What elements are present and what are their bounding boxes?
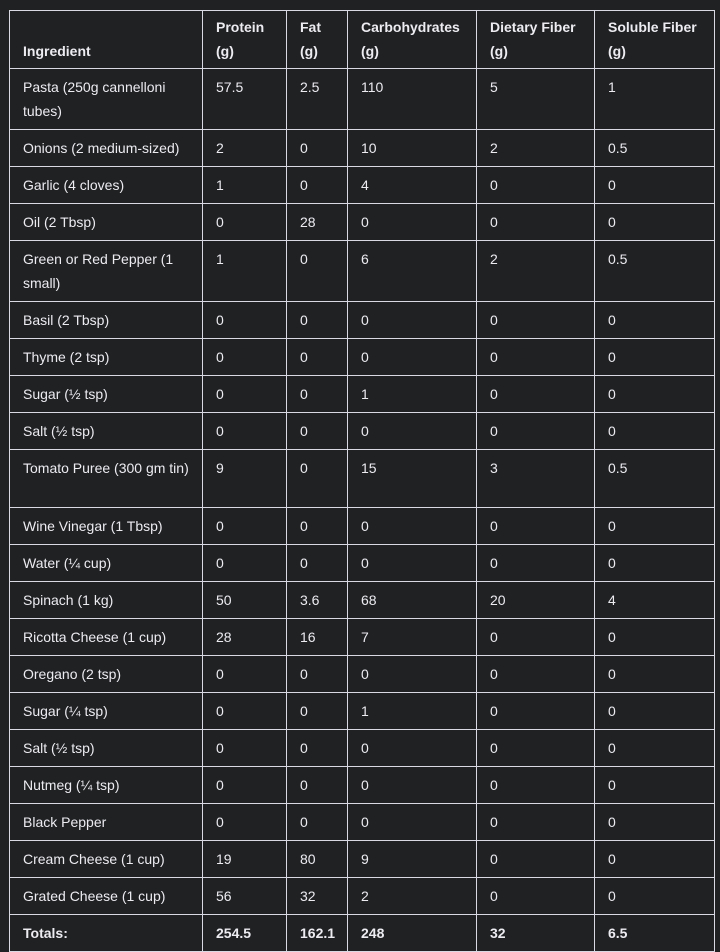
- table-footer: [10, 915, 715, 952]
- header-protein: Protein (g): [203, 11, 287, 69]
- table-row: [10, 339, 715, 376]
- cell-carbohydrates: 0: [348, 656, 477, 693]
- totals-label: Totals:: [10, 915, 203, 952]
- table-row: [10, 693, 715, 730]
- table-row: [10, 508, 715, 545]
- table-row: [10, 804, 715, 841]
- cell-carbohydrates: 1: [348, 376, 477, 413]
- cell-fat: 0: [287, 730, 348, 767]
- cell-protein: 0: [203, 656, 287, 693]
- cell-soluble-fiber: 4: [595, 582, 715, 619]
- cell-carbohydrates: 4: [348, 167, 477, 204]
- cell-ingredient: Tomato Puree (300 gm tin): [10, 450, 203, 508]
- cell-protein: 28: [203, 619, 287, 656]
- cell-protein: 0: [203, 693, 287, 730]
- cell-fat: 0: [287, 693, 348, 730]
- table-body: [10, 69, 715, 915]
- table-row: [10, 619, 715, 656]
- totals-fat: 162.1: [287, 915, 348, 952]
- cell-protein: 0: [203, 545, 287, 582]
- cell-soluble-fiber: 0: [595, 619, 715, 656]
- cell-protein: 56: [203, 878, 287, 915]
- cell-soluble-fiber: 0: [595, 204, 715, 241]
- cell-carbohydrates: 1: [348, 693, 477, 730]
- cell-carbohydrates: 0: [348, 804, 477, 841]
- cell-fat: 0: [287, 130, 348, 167]
- nutrition-table: [9, 10, 715, 952]
- cell-carbohydrates: 68: [348, 582, 477, 619]
- cell-ingredient: Cream Cheese (1 cup): [10, 841, 203, 878]
- cell-dietary-fiber: 0: [477, 656, 595, 693]
- cell-carbohydrates: 7: [348, 619, 477, 656]
- cell-protein: 9: [203, 450, 287, 508]
- cell-protein: 0: [203, 413, 287, 450]
- cell-carbohydrates: 6: [348, 241, 477, 302]
- table-row: [10, 376, 715, 413]
- table-row: [10, 69, 715, 130]
- cell-protein: 50: [203, 582, 287, 619]
- cell-soluble-fiber: 0: [595, 878, 715, 915]
- cell-soluble-fiber: 0: [595, 767, 715, 804]
- table-row: [10, 730, 715, 767]
- totals-carbohydrates: 248: [348, 915, 477, 952]
- cell-ingredient: Nutmeg (¼ tsp): [10, 767, 203, 804]
- cell-carbohydrates: 0: [348, 545, 477, 582]
- cell-protein: 57.5: [203, 69, 287, 130]
- cell-protein: 0: [203, 376, 287, 413]
- cell-protein: 0: [203, 730, 287, 767]
- cell-dietary-fiber: 0: [477, 204, 595, 241]
- cell-dietary-fiber: 0: [477, 376, 595, 413]
- cell-ingredient: Garlic (4 cloves): [10, 167, 203, 204]
- cell-fat: 0: [287, 767, 348, 804]
- header-carbohydrates: Carbohydrates (g): [348, 11, 477, 69]
- cell-protein: 1: [203, 167, 287, 204]
- cell-protein: 0: [203, 508, 287, 545]
- header-row: [10, 11, 715, 69]
- cell-dietary-fiber: 0: [477, 693, 595, 730]
- cell-dietary-fiber: 0: [477, 878, 595, 915]
- cell-fat: 2.5: [287, 69, 348, 130]
- cell-soluble-fiber: 0: [595, 656, 715, 693]
- cell-ingredient: Oil (2 Tbsp): [10, 204, 203, 241]
- table-row: [10, 582, 715, 619]
- cell-protein: 2: [203, 130, 287, 167]
- cell-carbohydrates: 15: [348, 450, 477, 508]
- table-header: [10, 11, 715, 69]
- cell-dietary-fiber: 0: [477, 730, 595, 767]
- cell-fat: 0: [287, 450, 348, 508]
- cell-dietary-fiber: 0: [477, 545, 595, 582]
- cell-carbohydrates: 0: [348, 339, 477, 376]
- cell-protein: 0: [203, 804, 287, 841]
- cell-dietary-fiber: 0: [477, 508, 595, 545]
- cell-ingredient: Black Pepper: [10, 804, 203, 841]
- cell-dietary-fiber: 0: [477, 619, 595, 656]
- header-ingredient: Ingredient: [10, 11, 203, 69]
- cell-fat: 0: [287, 804, 348, 841]
- cell-ingredient: Wine Vinegar (1 Tbsp): [10, 508, 203, 545]
- cell-dietary-fiber: 0: [477, 413, 595, 450]
- cell-fat: 0: [287, 167, 348, 204]
- cell-fat: 80: [287, 841, 348, 878]
- cell-soluble-fiber: 0: [595, 167, 715, 204]
- table-row: [10, 545, 715, 582]
- cell-carbohydrates: 0: [348, 730, 477, 767]
- cell-ingredient: Onions (2 medium-sized): [10, 130, 203, 167]
- cell-ingredient: Grated Cheese (1 cup): [10, 878, 203, 915]
- cell-dietary-fiber: 20: [477, 582, 595, 619]
- cell-soluble-fiber: 0: [595, 302, 715, 339]
- table-row: [10, 241, 715, 302]
- cell-soluble-fiber: 0.5: [595, 130, 715, 167]
- cell-fat: 32: [287, 878, 348, 915]
- cell-soluble-fiber: 0: [595, 804, 715, 841]
- cell-fat: 0: [287, 302, 348, 339]
- cell-ingredient: Sugar (½ tsp): [10, 376, 203, 413]
- cell-fat: 0: [287, 545, 348, 582]
- cell-fat: 0: [287, 241, 348, 302]
- cell-carbohydrates: 10: [348, 130, 477, 167]
- cell-soluble-fiber: 0: [595, 508, 715, 545]
- cell-dietary-fiber: 0: [477, 841, 595, 878]
- totals-protein: 254.5: [203, 915, 287, 952]
- cell-ingredient: Spinach (1 kg): [10, 582, 203, 619]
- cell-soluble-fiber: 0: [595, 693, 715, 730]
- cell-fat: 28: [287, 204, 348, 241]
- cell-carbohydrates: 2: [348, 878, 477, 915]
- cell-soluble-fiber: 0.5: [595, 450, 715, 508]
- cell-fat: 0: [287, 413, 348, 450]
- cell-ingredient: Salt (½ tsp): [10, 730, 203, 767]
- cell-fat: 16: [287, 619, 348, 656]
- cell-soluble-fiber: 0: [595, 413, 715, 450]
- cell-soluble-fiber: 0: [595, 730, 715, 767]
- table-row: [10, 130, 715, 167]
- cell-fat: 0: [287, 508, 348, 545]
- cell-ingredient: Salt (½ tsp): [10, 413, 203, 450]
- cell-protein: 19: [203, 841, 287, 878]
- cell-ingredient: Basil (2 Tbsp): [10, 302, 203, 339]
- cell-protein: 0: [203, 302, 287, 339]
- cell-ingredient: Oregano (2 tsp): [10, 656, 203, 693]
- cell-protein: 1: [203, 241, 287, 302]
- cell-fat: 0: [287, 656, 348, 693]
- totals-dietary-fiber: 32: [477, 915, 595, 952]
- cell-fat: 3.6: [287, 582, 348, 619]
- cell-dietary-fiber: 5: [477, 69, 595, 130]
- table-row: [10, 656, 715, 693]
- cell-carbohydrates: 0: [348, 302, 477, 339]
- cell-ingredient: Green or Red Pepper (1 small): [10, 241, 203, 302]
- table-row: [10, 302, 715, 339]
- table-row: [10, 204, 715, 241]
- cell-ingredient: Water (¼ cup): [10, 545, 203, 582]
- header-soluble-fiber: Soluble Fiber (g): [595, 11, 715, 69]
- cell-protein: 0: [203, 767, 287, 804]
- table-row: [10, 767, 715, 804]
- cell-dietary-fiber: 3: [477, 450, 595, 508]
- cell-soluble-fiber: 0: [595, 545, 715, 582]
- cell-ingredient: Pasta (250g cannelloni tubes): [10, 69, 203, 130]
- table-row: [10, 167, 715, 204]
- cell-ingredient: Thyme (2 tsp): [10, 339, 203, 376]
- cell-carbohydrates: 0: [348, 767, 477, 804]
- cell-dietary-fiber: 2: [477, 241, 595, 302]
- cell-carbohydrates: 0: [348, 508, 477, 545]
- cell-dietary-fiber: 0: [477, 167, 595, 204]
- cell-soluble-fiber: 0: [595, 376, 715, 413]
- cell-protein: 0: [203, 339, 287, 376]
- cell-fat: 0: [287, 339, 348, 376]
- cell-carbohydrates: 9: [348, 841, 477, 878]
- header-fat: Fat (g): [287, 11, 348, 69]
- cell-protein: 0: [203, 204, 287, 241]
- cell-soluble-fiber: 0: [595, 339, 715, 376]
- cell-soluble-fiber: 1: [595, 69, 715, 130]
- cell-ingredient: Ricotta Cheese (1 cup): [10, 619, 203, 656]
- cell-soluble-fiber: 0.5: [595, 241, 715, 302]
- totals-row: [10, 915, 715, 952]
- cell-carbohydrates: 0: [348, 204, 477, 241]
- table-row: [10, 413, 715, 450]
- totals-soluble-fiber: 6.5: [595, 915, 715, 952]
- table-row: [10, 841, 715, 878]
- cell-dietary-fiber: 0: [477, 339, 595, 376]
- cell-soluble-fiber: 0: [595, 841, 715, 878]
- cell-carbohydrates: 0: [348, 413, 477, 450]
- cell-dietary-fiber: 0: [477, 767, 595, 804]
- table-row: [10, 450, 715, 508]
- cell-fat: 0: [287, 376, 348, 413]
- table-row: [10, 878, 715, 915]
- cell-dietary-fiber: 2: [477, 130, 595, 167]
- header-dietary-fiber: Dietary Fiber (g): [477, 11, 595, 69]
- cell-ingredient: Sugar (¼ tsp): [10, 693, 203, 730]
- cell-dietary-fiber: 0: [477, 804, 595, 841]
- cell-dietary-fiber: 0: [477, 302, 595, 339]
- cell-carbohydrates: 110: [348, 69, 477, 130]
